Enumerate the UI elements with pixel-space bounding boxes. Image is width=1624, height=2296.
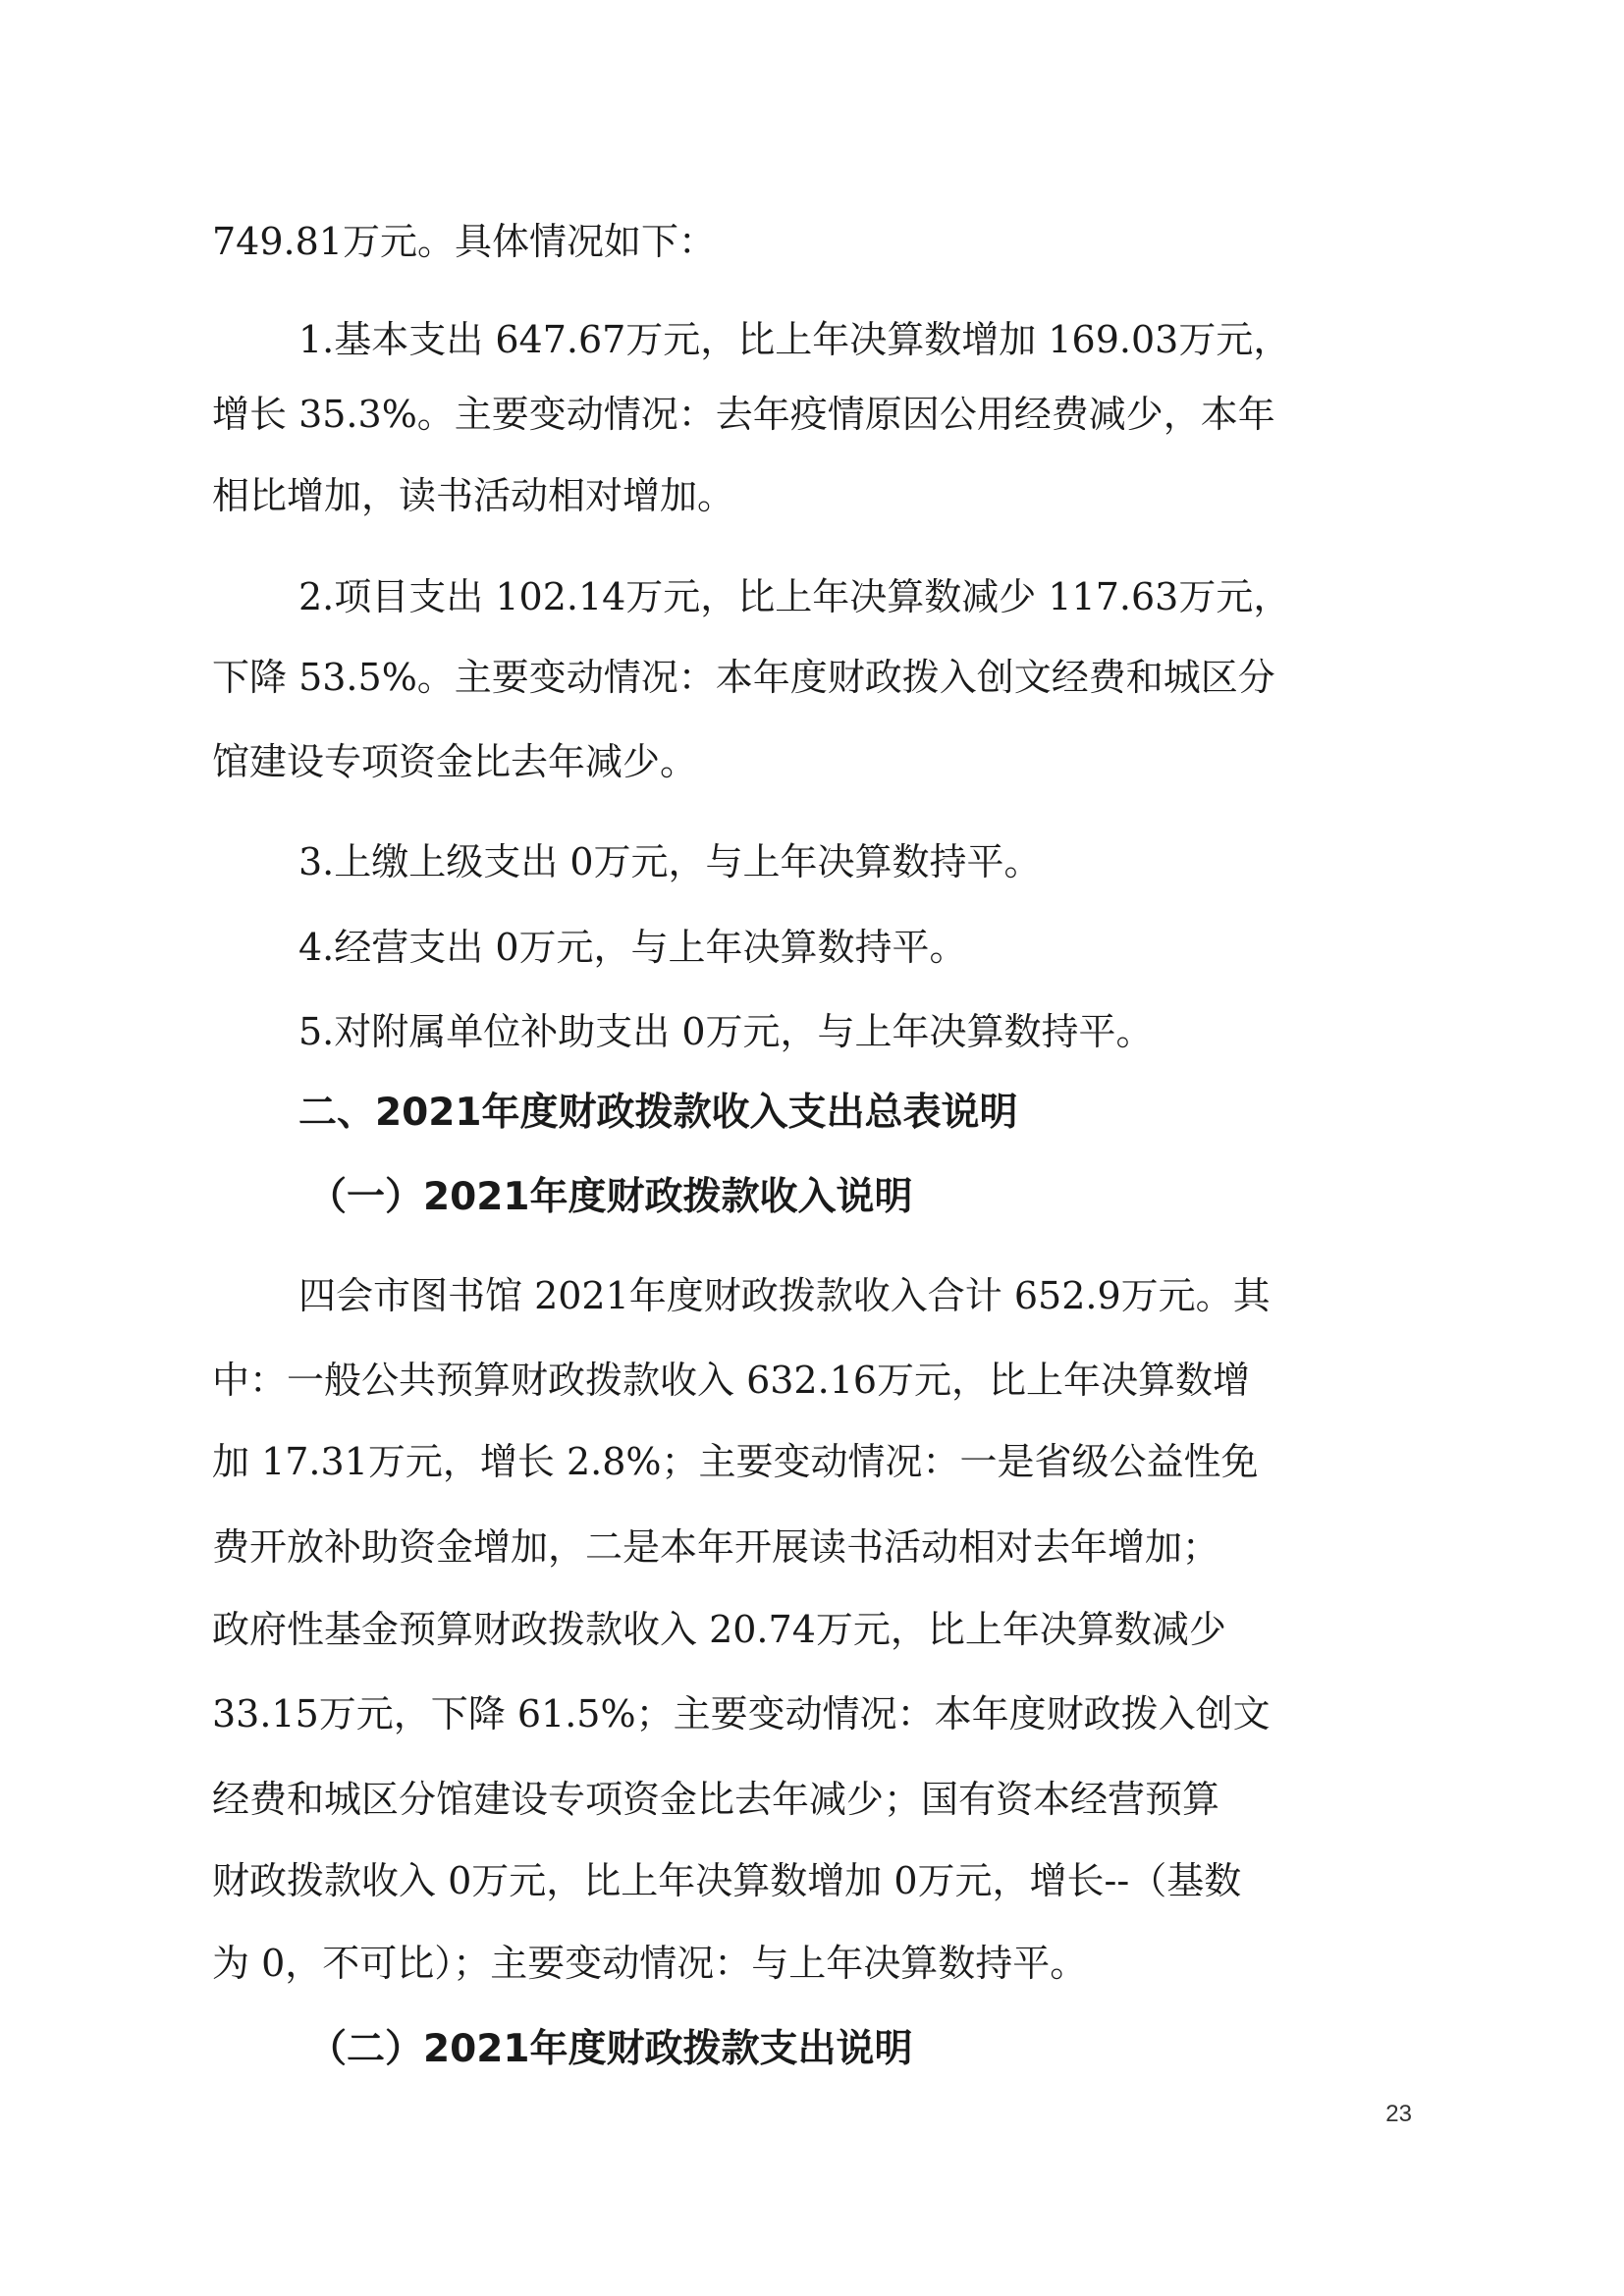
paragraph-line: 政府性基金预算财政拨款收入 20.74万元，比上年决算数减少 <box>212 1608 1226 1651</box>
paragraph-line: 5.对附属单位补助支出 0万元，与上年决算数持平。 <box>298 1010 1154 1053</box>
paragraph-line: 相比增加，读书活动相对增加。 <box>212 474 735 517</box>
paragraph-line: 增长 35.3%。主要变动情况：去年疫情原因公用经费减少，本年 <box>212 393 1275 436</box>
paragraph-line: 经费和城区分馆建设专项资金比去年减少；国有资本经营预算 <box>212 1778 1220 1821</box>
subsection-heading: （二）2021年度财政拨款支出说明 <box>308 2027 913 2071</box>
page-number: 23 <box>1385 2101 1412 2127</box>
paragraph-line: 1.基本支出 647.67万元，比上年决算数增加 169.03万元， <box>298 318 1291 361</box>
paragraph-line: 4.经营支出 0万元，与上年决算数持平。 <box>298 926 967 969</box>
subsection-heading: （一）2021年度财政拨款收入说明 <box>308 1175 913 1219</box>
paragraph-line: 下降 53.5%。主要变动情况：本年度财政拨入创文经费和城区分 <box>212 656 1275 699</box>
paragraph-line: 3.上缴上级支出 0万元，与上年决算数持平。 <box>298 840 1042 883</box>
paragraph-line: 财政拨款收入 0万元，比上年决算数增加 0万元，增长--（基数 <box>212 1859 1242 1902</box>
paragraph-line: 为 0，不可比）；主要变动情况：与上年决算数持平。 <box>212 1942 1088 1985</box>
paragraph-line: 馆建设专项资金比去年减少。 <box>212 740 698 783</box>
paragraph-line: 33.15万元，下降 61.5%；主要变动情况：本年度财政拨入创文 <box>212 1692 1271 1735</box>
section-heading: 二、2021年度财政拨款收入支出总表说明 <box>298 1091 1018 1135</box>
paragraph-line: 费开放补助资金增加，二是本年开展读书活动相对去年增加； <box>212 1525 1220 1569</box>
paragraph-line: 加 17.31万元，增长 2.8%；主要变动情况：一是省级公益性免 <box>212 1440 1259 1483</box>
paragraph-line: 中：一般公共预算财政拨款收入 632.16万元，比上年决算数增 <box>212 1359 1251 1402</box>
paragraph-line: 749.81万元。具体情况如下： <box>212 220 716 263</box>
paragraph-line: 2.项目支出 102.14万元，比上年决算数减少 117.63万元， <box>298 575 1291 618</box>
paragraph-line: 四会市图书馆 2021年度财政拨款收入合计 652.9万元。其 <box>298 1274 1271 1317</box>
